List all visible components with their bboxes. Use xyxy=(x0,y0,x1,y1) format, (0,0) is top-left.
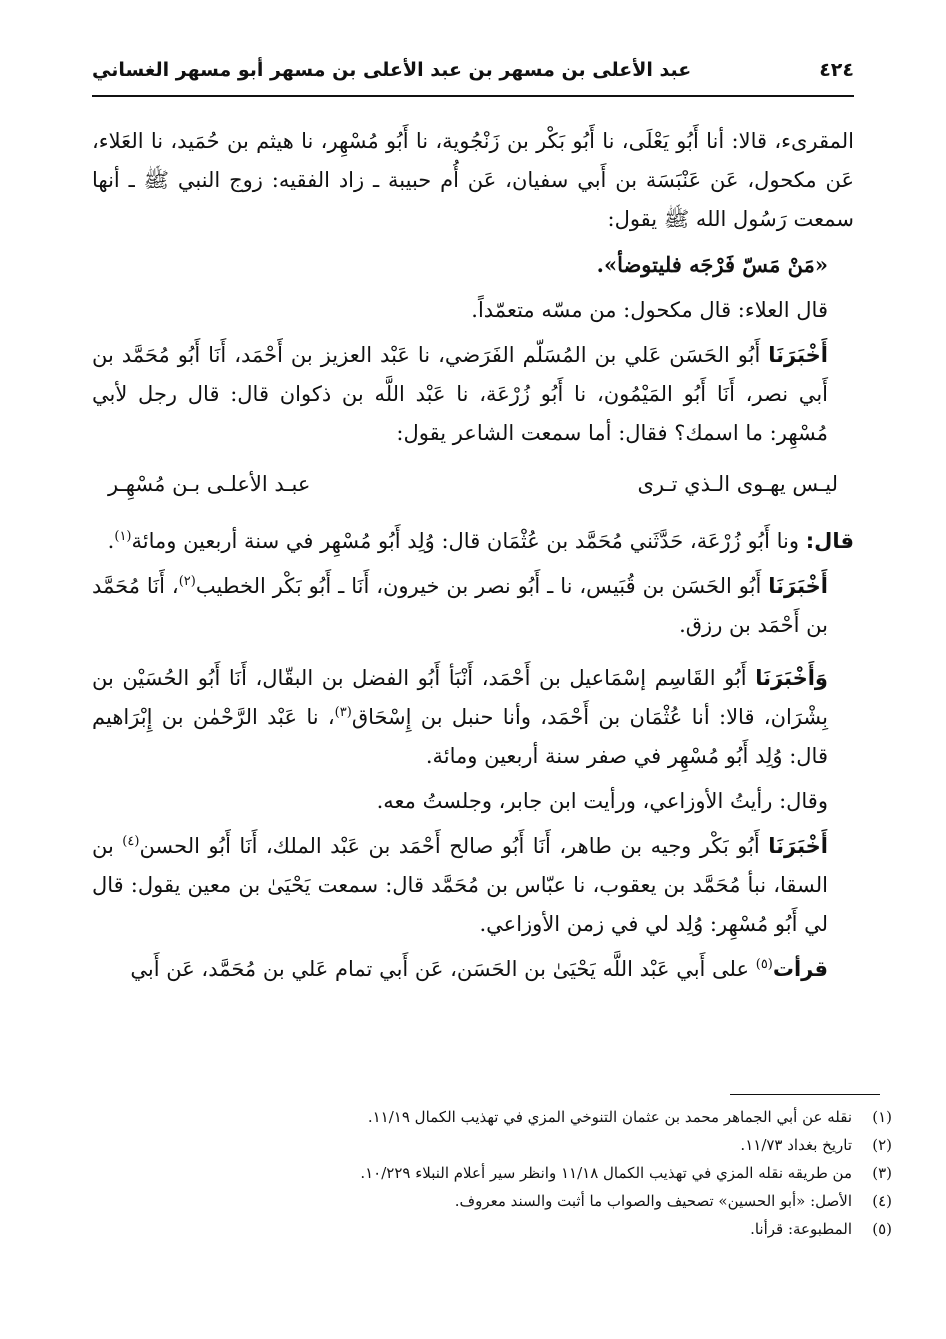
footnote-4 xyxy=(92,1187,892,1215)
paragraph-9-text-b: بن السقا، نبأ مُحَمَّد بن يعقوب، نا عبّاس بن مُحَمَّد قال: سمعت يَحْيَىٰ بن معين يقول: قال لي أَبُو مُسْهِر: وُلِد لي في زمن الأوزاعي. xyxy=(92,834,828,936)
footnote-number: (٢) xyxy=(872,1136,892,1154)
paragraph-6-lead: أَخْبَرَنَا xyxy=(768,574,828,598)
verse-first-hemistich: ليـس يهـوى الـذي تـرى xyxy=(637,472,838,496)
footnote-3 xyxy=(92,1159,892,1187)
footnote-ref-1: (١) xyxy=(114,529,132,544)
paragraph-3-text: قال العلاء: قال مكحول: من مسّه متعمّداً. xyxy=(471,298,828,322)
footnote-number: (٤) xyxy=(872,1192,892,1210)
paragraph-9-lead: أَخْبَرَنَا xyxy=(768,834,828,858)
footnote-separator xyxy=(730,1094,880,1095)
footnotes xyxy=(92,1103,892,1243)
footnote-text: المطبوعة: قرأنا. xyxy=(750,1220,852,1238)
paragraph-9-text-a: أَبُو بَكْر وجيه بن طاهر، أَنَا أَبُو صالح أَحْمَد بن عَبْد الملك، أَنَا أَبُو الحسن xyxy=(139,834,760,858)
paragraph-6-text-b: ، أَنَا مُحَمَّد بن أَحْمَد بن رزق. xyxy=(92,574,828,637)
footnote-1 xyxy=(92,1103,892,1131)
footnote-ref-5: (٥) xyxy=(755,957,773,972)
paragraph-5 xyxy=(92,522,854,561)
paragraph-9 xyxy=(92,827,854,944)
footnote-text: نقله عن أبي الجماهر محمد بن عثمان التنوخي المزي في تهذيب الكمال ١١/١٩. xyxy=(367,1108,852,1126)
footnote-text: تاريخ بغداد ١١/٧٣. xyxy=(740,1136,852,1154)
paragraph-4-text: أَبُو الحَسَن عَلي بن المُسَلّم الفَرَضي، نا عَبْد العزيز بن أَحْمَد، أَنَا أَبُو مُحَمَّد بن أَبي نصر، أَنَا أَبُو المَيْمُون، نا أَبُو زُرْعَة، نا عَبْد اللَّه بن ذكوان قال: قال رجل لأبي مُسْهِر: ما اسمك؟ فقال: أما سمعت الشاعر يقول: xyxy=(92,343,828,445)
hadith-quote xyxy=(92,245,854,285)
paragraph-1-text: المقرىء، قالا: أنا أَبُو يَعْلَى، نا أَبُو بَكْر بن زَنْجُوية، نا أَبُو مُسْهِر، نا هيثم بن حُمَيد، نا العَلاء، عَن مكحول، عَن عَنْبَسَة بن أَبي سفيان، عَن أُم حبيبة ـ زاد الفقيه: زوج النبي ﷺ ـ أنها سمعت رَسُول الله ﷺ يقول: xyxy=(92,129,854,231)
hadith-quote-text: «مَنْ مَسّ فَرْجَه فليتوضأ». xyxy=(596,252,828,277)
paragraph-7-lead: وَأَخْبَرَنَا xyxy=(755,666,828,690)
footnote-ref-3: (٣) xyxy=(334,705,352,720)
paragraph-6 xyxy=(92,567,854,645)
paragraph-7-text-a: أَبُو القَاسِم إسْمَاعيل بن أَحْمَد، أَنْبَأ أَبُو الفضل بن البقّال، أَنَا أَبُو الحُسَيْن بن بِشْرَان، قالا: أنا عُثْمَان بن أَحْمَد، وأنا حنبل بن إِسْحَاق xyxy=(92,666,828,729)
paragraph-1 xyxy=(92,122,854,239)
paragraph-5-text: ونا أَبُو زُرْعَة، حَدَّثَني مُحَمَّد بن عُثْمَان قال: وُلِد أَبُو مُسْهِر في سنة أربعين ومائة xyxy=(131,529,800,553)
footnote-number: (١) xyxy=(872,1108,892,1126)
page-number: ٤٢٤ xyxy=(819,59,854,81)
running-title: عبد الأعلى بن مسهر بن عبد الأعلى بن مسهر أبو مسهر الغساني xyxy=(92,59,692,81)
footnote-text: الأصل: «أبو الحسين» تصحيف والصواب ما أثبت والسند معروف. xyxy=(454,1192,852,1210)
paragraph-8 xyxy=(92,782,854,821)
footnote-number: (٣) xyxy=(872,1164,892,1182)
paragraph-4 xyxy=(92,336,854,453)
paragraph-4-lead: أَخْبَرَنَا xyxy=(768,343,828,367)
verse-second-hemistich: عبـد الأعلـى بـن مُسْهِـر xyxy=(108,472,311,496)
header-rule xyxy=(92,95,854,97)
footnote-number: (٥) xyxy=(872,1220,892,1238)
paragraph-5-lead: قال: xyxy=(805,529,854,553)
paragraph-8-text: وقال: رأيتُ الأوزاعي، ورأيت ابن جابر، وجلستُ معه. xyxy=(376,789,828,813)
paragraph-7 xyxy=(92,659,854,776)
footnote-5 xyxy=(92,1215,892,1243)
paragraph-10-text: على أَبي عَبْد اللَّه يَحْيَىٰ بن الحَسَن، عَن أَبي تمام عَلي بن مُحَمَّد، عَن أَبي xyxy=(130,957,750,981)
footnote-ref-2: (٢) xyxy=(178,574,196,589)
paragraph-7-text-b: ، نا عَبْد الرَّحْمٰن بن إِبْرَاهيم قال: وُلِد أَبُو مُسْهِر في صفر سنة أربعين ومائة. xyxy=(92,705,828,768)
paragraph-3 xyxy=(92,291,854,330)
running-header xyxy=(92,50,854,90)
paragraph-5-end: . xyxy=(107,529,115,553)
poetry-verse xyxy=(92,465,854,504)
paragraph-6-text-a: أَبُو الحَسَن بن قُبَيس، نا ـ أَبُو نصر بن خيرون، أَنَا ـ أَبُو بَكْر الخطيب xyxy=(195,574,762,598)
paragraph-10 xyxy=(92,950,854,989)
footnote-text: من طريقه نقله المزي في تهذيب الكمال ١١/١٨ وانظر سير أعلام النبلاء ١٠/٢٢٩. xyxy=(360,1164,852,1182)
footnote-2 xyxy=(92,1131,892,1159)
paragraph-10-lead: قرأت xyxy=(772,957,828,981)
footnote-ref-4: (٤) xyxy=(122,834,140,849)
main-text xyxy=(92,122,854,989)
